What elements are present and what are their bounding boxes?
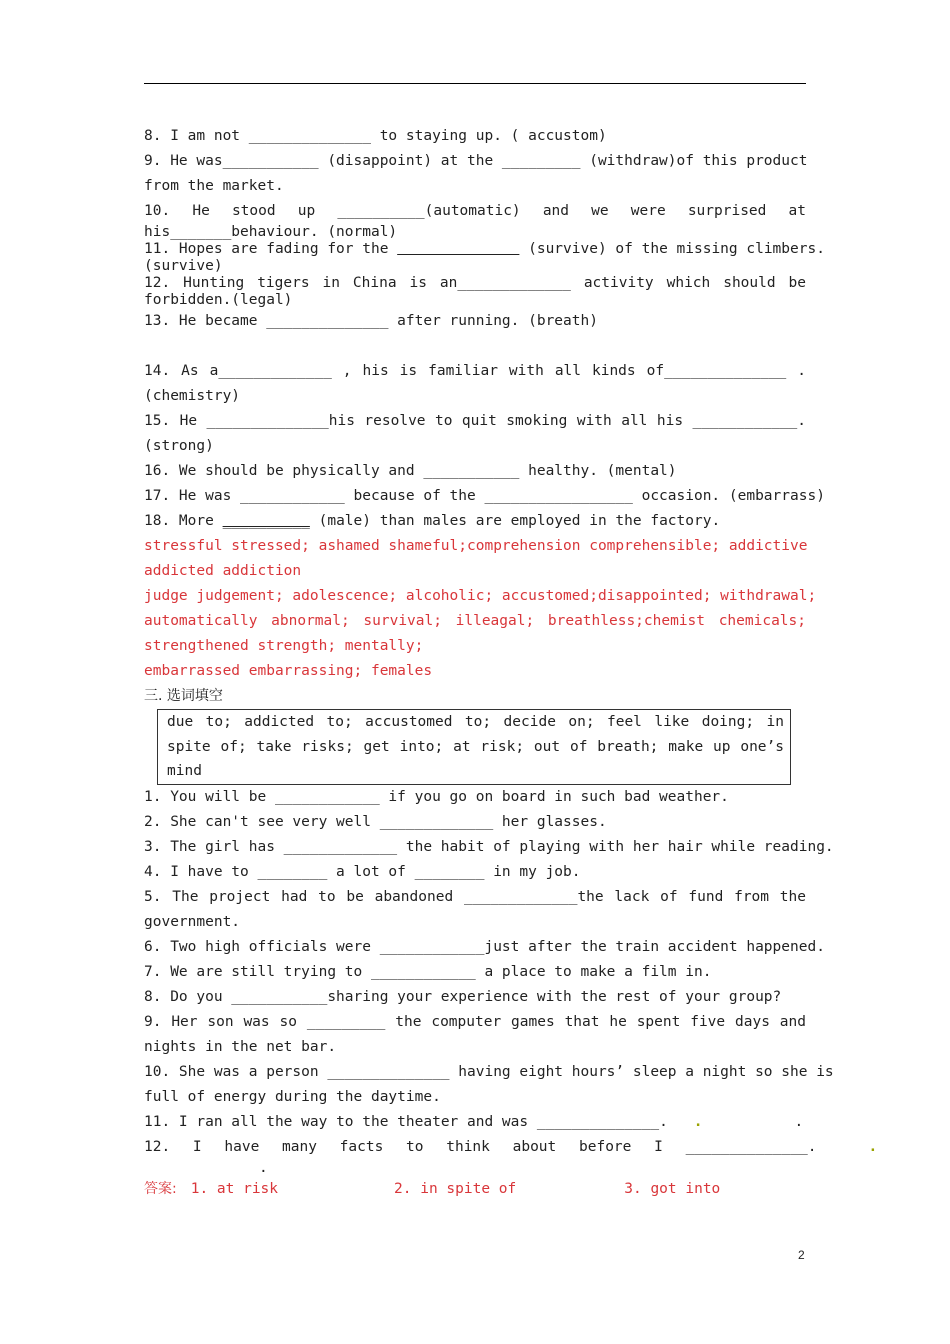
question-16: 16. We should be physically and ___________ healthy. (mental) [144,463,677,479]
stray-mark: . [868,1139,878,1156]
question-9-cont: from the market. [144,178,284,194]
stray-dot: . [794,1114,804,1131]
q18-text-pre: 18. More [144,513,223,529]
answer-3: 3. got into [624,1181,721,1198]
q11-text-pre: 11. Hopes are fading for the [144,241,398,257]
question-9: 9. He was___________ (disappoint) at the _________ (withdraw)of this product [144,153,808,169]
page-number: 2 [798,1248,805,1262]
stray-dot-line [144,1160,806,1177]
answer-line-4: automatically abnormal; survival; illeagal; breathless;chemist chemicals; [144,613,806,629]
fill-question-8: 8. Do you ___________sharing your experience with the rest of your group? [144,989,782,1006]
question-11 [144,241,825,258]
answer-line-6: embarrassed embarrassing; females [144,663,433,679]
worksheet-body [144,124,878,1202]
question-18 [144,509,806,534]
q11-blank [397,241,519,257]
question-12: 12. Hunting tigers in China is an_____________ activity which should be [144,275,806,291]
answer-2: 2. in spite of [394,1181,517,1198]
question-15-cont: (strong) [144,438,214,454]
question-13: 13. He became ______________ after running. (breath) [144,313,598,329]
q18-blank: __________ [222,513,310,529]
question-14-cont: (chemistry) [144,388,241,404]
fill-question-3: 3. The girl has _____________ the habit of playing with her hair while reading. [144,839,834,856]
word-bank-line-2: spite of; take risks; get into; at risk; out of breath; make up one’s [167,738,784,755]
q12b-text: 12. I have many facts to think about before I ______________. [144,1139,817,1156]
fill-question-6: 6. Two high officials were ____________just after the train accident happened. [144,939,825,956]
fill-question-9-cont: nights in the net bar. [144,1039,337,1056]
answers-section-3 [144,1177,806,1202]
section-3-title: 三. 选词填空 [144,688,223,704]
fill-question-5-cont: government. [144,914,241,931]
answer-line-1: stressful stressed; ashamed shameful;comprehension comprehensible; addictive [144,538,808,554]
fill-question-12 [144,1135,878,1160]
q11b-text-post: ay to the theater and was ______________. [309,1114,668,1131]
question-10-cont: his_______behaviour. (normal) [144,224,398,240]
fill-question-4: 4. I have to ________ a lot of ________ in my job. [144,864,581,881]
q11-text-post: (survive) of the missing climbers. [519,241,825,257]
fill-question-9: 9. Her son was so _________ the computer games that he spent five days and [144,1014,806,1031]
q11b-text-pre: 11. I ran all the [144,1114,302,1131]
word-bank-line-1: due to; addicted to; accustomed to; decide on; feel like doing; in [167,714,784,730]
header-rule [144,83,806,84]
fill-question-5: 5. The project had to be abandoned _____________the lack of fund from the [144,889,806,906]
answers-label: 答案: [144,1181,177,1198]
question-14: 14. As a_____________ , his is familiar with all kinds of______________ . [144,363,806,379]
question-8: 8. I am not ______________ to staying up. ( accustom) [144,128,607,144]
fill-question-2: 2. She can't see very well _____________ her glasses. [144,814,607,831]
q18-text-post: (male) than males are employed in the factory. [309,513,721,529]
answer-line-5: strengthened strength; mentally; [144,638,424,654]
word-bank-box [157,709,791,785]
question-15: 15. He ______________his resolve to quit smoking with all his ____________. [144,413,806,429]
fill-question-11 [144,1110,806,1135]
question-17: 17. He was ____________ because of the _________________ occasion. (embarrass) [144,488,825,504]
question-10: 10. He stood up __________(automatic) and we were surprised at [144,203,806,219]
fill-question-7: 7. We are still trying to ____________ a place to make a film in. [144,964,712,981]
question-11-cont: (survive) [144,258,223,274]
word-bank-line-3: mind [167,763,202,780]
answer-line-2: addicted addiction [144,563,302,579]
question-12-cont: forbidden.(legal) [144,292,293,308]
stray-dot: . [259,1160,268,1177]
answer-line-3: judge judgement; adolescence; alcoholic; accustomed;disappointed; withdrawal; [144,588,817,604]
fill-question-1: 1. You will be ____________ if you go on board in such bad weather. [144,789,729,806]
fill-question-10-cont: full of energy during the daytime. [144,1089,441,1106]
fill-question-10: 10. She was a person ______________ having eight hours’ sleep a night so she is [144,1064,834,1081]
answer-1: 1. at risk [190,1181,279,1198]
stray-mark: . [693,1114,703,1131]
q11b-mark: w [301,1114,310,1131]
